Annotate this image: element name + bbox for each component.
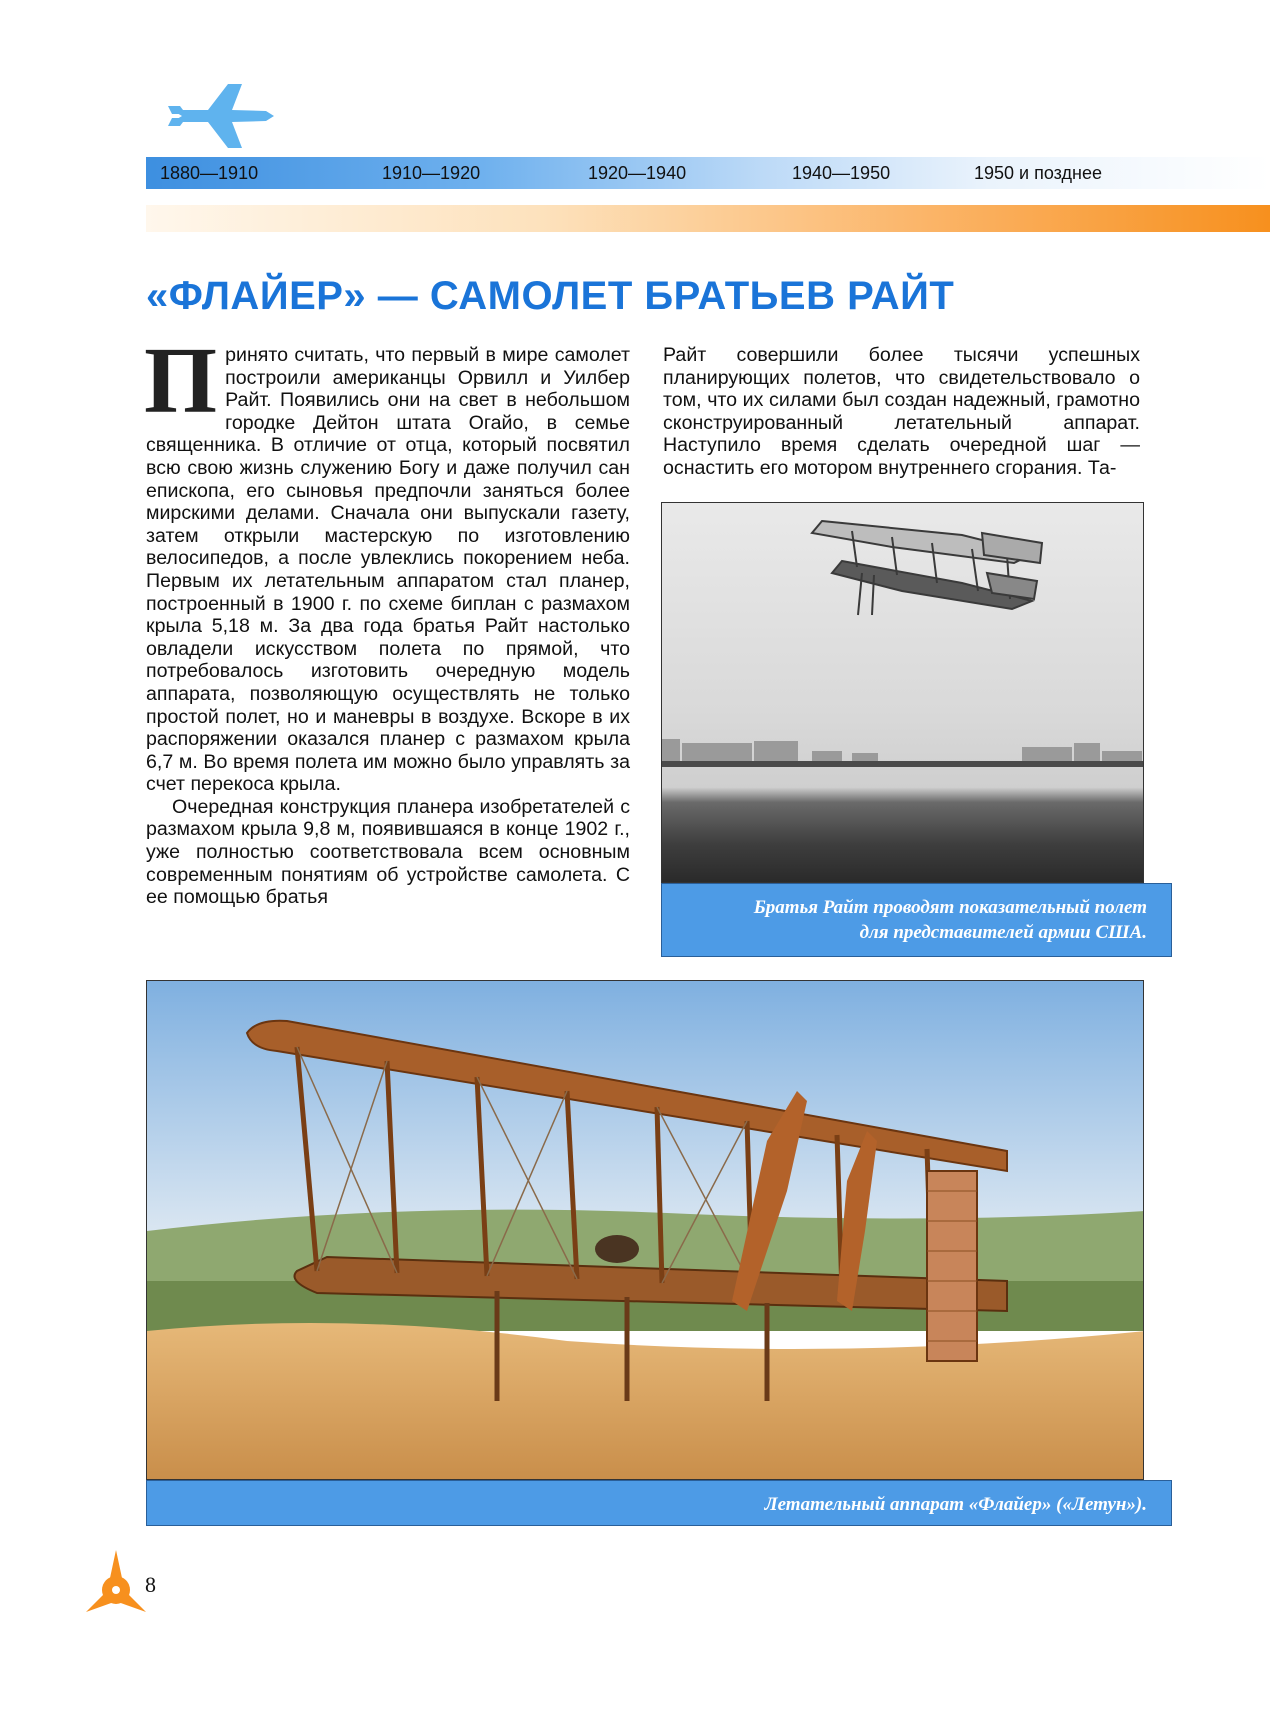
timeline-period: 1950 и позднее	[974, 163, 1102, 183]
article-title: «ФЛАЙЕР» — САМОЛЕТ БРАТЬЕВ РАЙТ	[146, 274, 955, 318]
jet-airplane-icon	[168, 80, 278, 152]
right-text-column	[663, 344, 1140, 480]
photo-caption: Братья Райт проводят показательный полет для представителей армии США.	[661, 883, 1172, 957]
photo-caption: Летательный аппарат «Флайер» («Летун»).	[146, 1480, 1172, 1526]
historical-flight-photo	[661, 502, 1144, 883]
paragraph: Райт совершили более тысячи успешных планирующих полетов, что свидетельствовало о том, что их силами был создан надежный, грамотно сконструированный летательный аппарат. Наступило время сделать очередной шаг — оснастить его мотором внутреннего сгорания. Та-	[663, 344, 1140, 479]
timeline-period: 1920—1940	[588, 163, 687, 183]
paragraph: Принято считать, что первый в мире самолет построили американцы Орвилл и Уилбер Райт. Появились они на свет в небольшом городке Дейтон штата Огайо, в семье священника. В отличие от отца, который посвятил всю свою жизнь служению Богу и даже получил сан епископа, его сыновья предпочли заняться более мирскими делами. Сначала они выпускали газету, затем открыли мастерскую по изготовлению велосипедов, а после увлеклись покорением неба. Первым их летательным аппаратом стал планер, построенный в 1900 г. по схеме биплан с размахом крыла 5,18 м. За два года братья Райт настолько овладели искусством полета по прямой, что потребовалось изготовить очередную модель аппарата, позволяющую осуществлять не только простой полет, но и маневры в воздухе. Вскоре в их распоряжении оказался планер с размахом крыла 6,7 м. Во время полета им можно было управлять за счет перекоса крыла.	[144, 329, 630, 796]
timeline-period: 1940—1950	[792, 163, 891, 183]
propeller-icon	[84, 1548, 148, 1620]
drop-cap: П	[144, 329, 218, 433]
page-number: 8	[145, 1572, 156, 1597]
flyer-sculpture-photo	[146, 980, 1144, 1480]
paragraph: Очередная конструкция планера изобретателей с размахом крыла 9,8 м, появившаяся в конце 1902 г., уже полностью соответствовала всем основным современным понятиям об устройстве самолета. С ее помощью братья	[146, 795, 630, 909]
left-text-column	[144, 329, 630, 909]
timeline-period: 1880—1910	[160, 163, 259, 183]
timeline-period: 1910—1920	[382, 163, 481, 183]
timeline-bar	[146, 157, 1270, 189]
decorative-orange-bar	[146, 205, 1270, 232]
